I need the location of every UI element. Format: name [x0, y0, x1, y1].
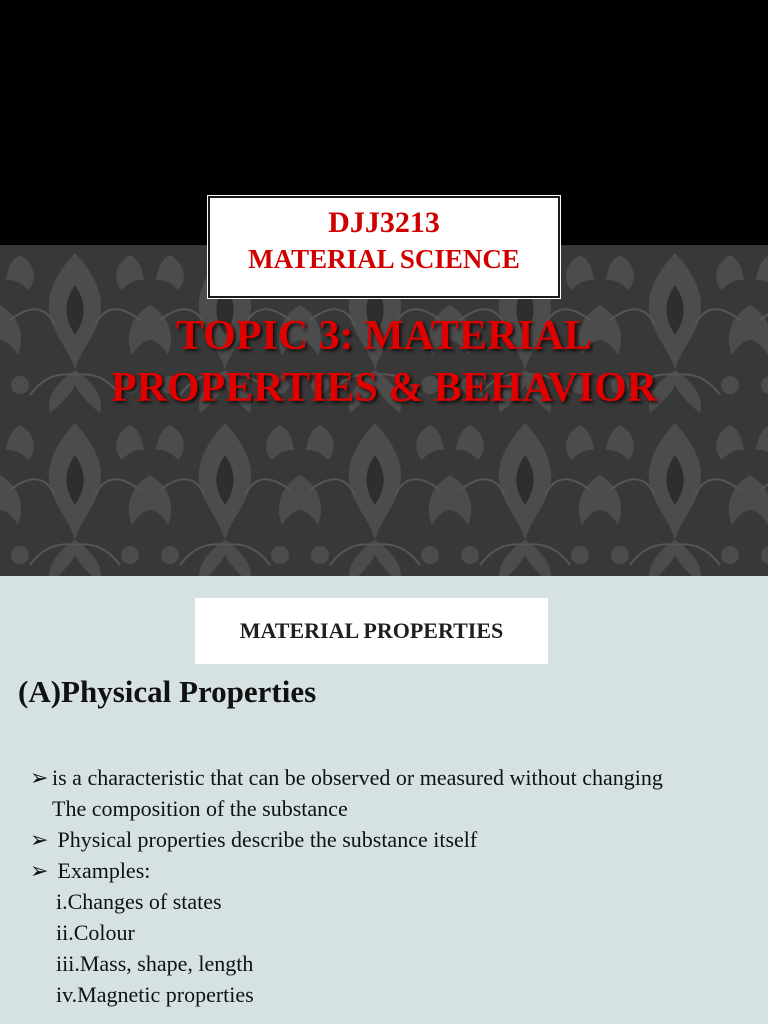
course-code: DJJ3213	[328, 206, 440, 239]
example-item: ii.Colour	[56, 920, 135, 945]
topic-title-line-2: PROPERTIES & BEHAVIOR	[110, 365, 658, 411]
slide-heading-box	[195, 598, 548, 664]
bullet-text: Physical properties describe the substance itself	[57, 827, 478, 852]
bullet-list	[30, 762, 760, 1010]
example-item: i.Changes of states	[56, 889, 222, 914]
content-slide	[0, 576, 768, 1024]
topic-title-line-1: TOPIC 3: MATERIAL	[175, 313, 593, 359]
arrow-bullet-icon: ➢	[30, 765, 49, 790]
bullet-text: Examples:	[57, 858, 151, 883]
course-title-box	[208, 196, 560, 298]
example-item: iv.Magnetic properties	[56, 982, 254, 1007]
course-name: MATERIAL SCIENCE	[248, 244, 520, 274]
bullet-continuation: The composition of the substance	[52, 796, 348, 821]
slide-heading: MATERIAL PROPERTIES	[239, 618, 504, 643]
bullet-item	[30, 824, 760, 855]
bullet-item	[30, 762, 760, 793]
arrow-bullet-icon: ➢	[30, 827, 49, 852]
section-title: (A)Physical Properties	[18, 674, 317, 709]
bullet-text: is a characteristic that can be observed or measured without changing	[52, 765, 663, 790]
arrow-bullet-icon: ➢	[30, 858, 49, 883]
bullet-item	[30, 855, 760, 886]
topic-title	[0, 310, 768, 414]
example-item: iii.Mass, shape, length	[56, 951, 254, 976]
